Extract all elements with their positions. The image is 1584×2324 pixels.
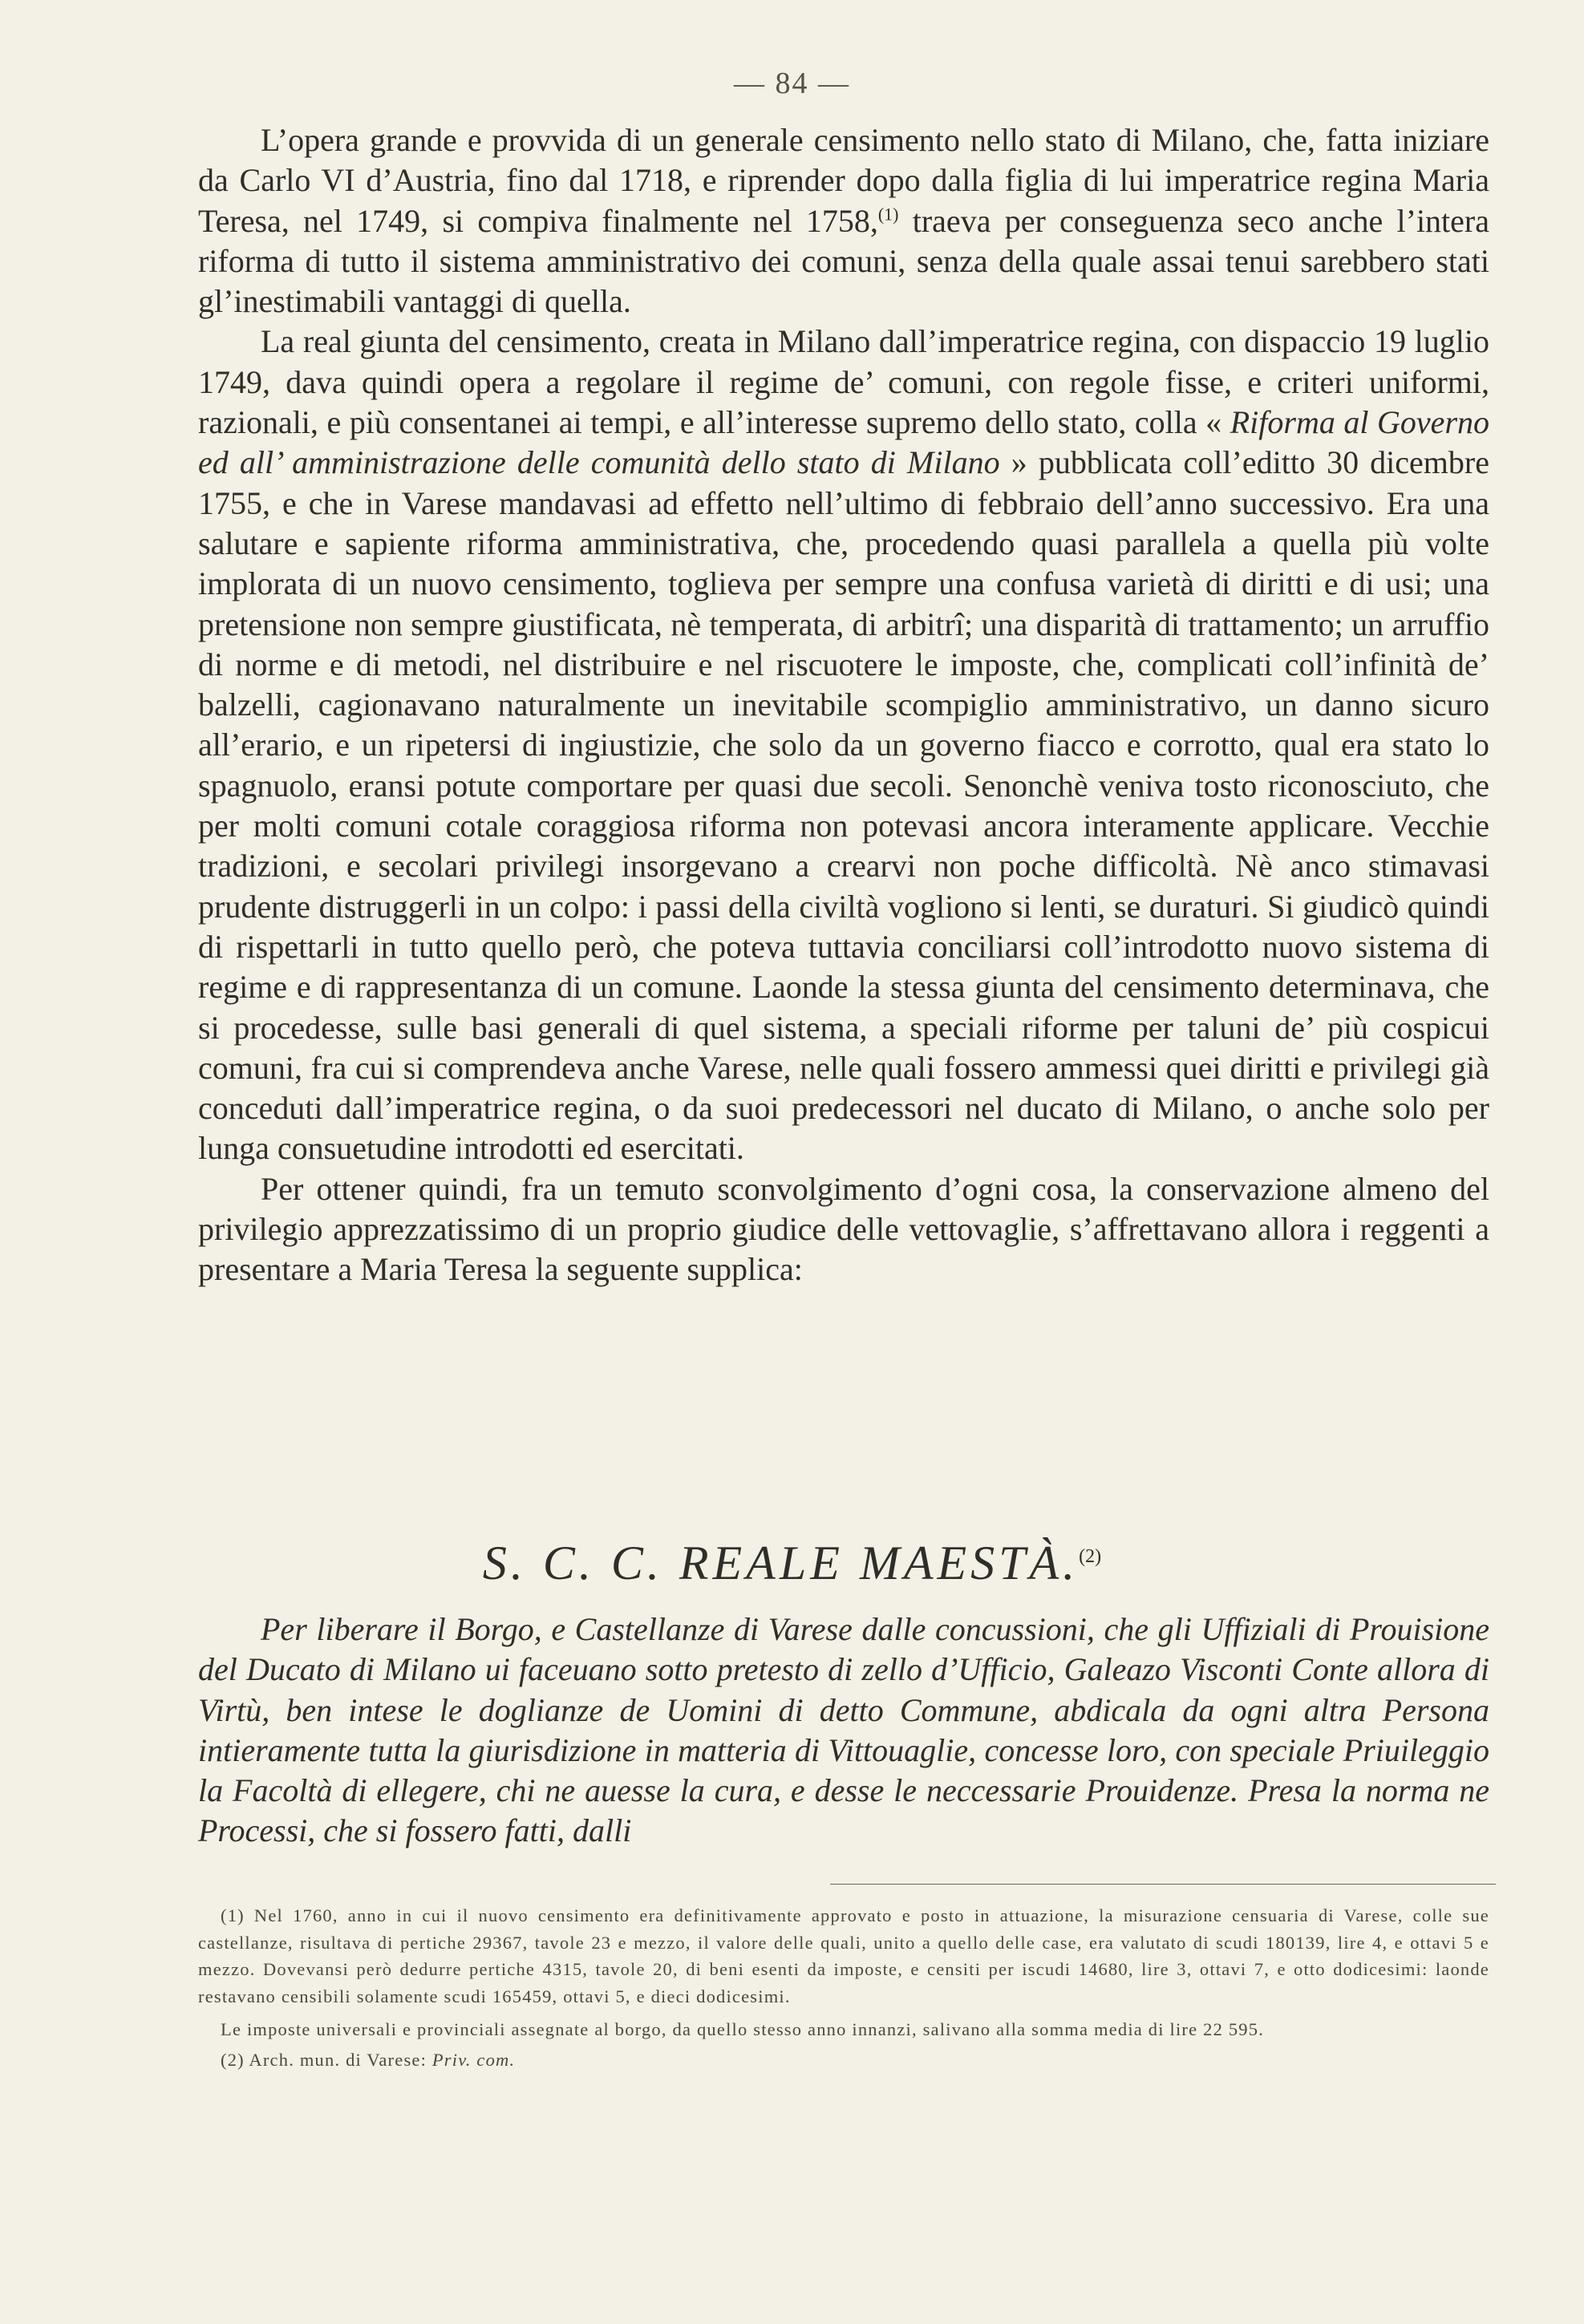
petition-heading-text: S. C. C. REALE MAESTÀ. bbox=[482, 1537, 1080, 1589]
paragraph-1-text-a: L’opera grande e provvida di un generale censimento nello stato di Milano, che, fatta iniziare da Carlo VI d’Austria, fino dal 1718, e riprender dopo dalla figlia di lui imperatrice regina Maria Teresa, nel 1749, si compiva finalmente nel 1758, bbox=[198, 122, 1489, 239]
footnote-ref-2: (2) bbox=[1079, 1546, 1102, 1567]
main-text bbox=[198, 120, 1489, 1290]
paragraph-2 bbox=[198, 322, 1489, 1168]
paragraph-1 bbox=[198, 120, 1489, 322]
paragraph-2-text-b: » pubblicata coll’editto 30 dicembre 1755, e che in Varese mandavasi ad effetto nell’ultimo di febbraio dell’anno successivo. Era una salutare e sapiente riforma amministrativa, che, procedendo quasi parallela a quella più volte implorata di un nuovo censimento, toglieva per sempre una confusa varietà di diritti e di usi; una pretensione non sempre giustificata, nè temperata, di arbitrî; una disparità di trattamento; un arruffio di norme e di metodi, nel distribuire e nel riscuotere le imposte, che, complicati coll’infinità de’ balzelli, cagionavano naturalmente un inevitabile scompiglio amministrativo, un danno sicuro all’erario, e un ripetersi di ingiustizie, che solo da un governo fiacco e corrotto, qual era stato lo spagnuolo, eransi potute comportare per quasi due secoli. Senonchè veniva tosto riconosciuto, che per molti comuni cotale coraggiosa riforma non potevasi ancora interamente applicare. Vecchie tradizioni, e secolari privilegi insorgevano a crearvi non poche difficoltà. Nè anco stimavasi prudente distruggerli in un colpo: i passi della civiltà vogliono si lenti, se duraturi. Si giudicò quindi di rispettarli in tutto quello però, che poteva tuttavia conciliarsi coll’introdotto nuovo sistema di regime e di rappresentanza di un comune. Laonde la stessa giunta del censimento determinava, che si procedesse, sulle basi generali di quel sistema, a speciali riforme per taluni de’ più cospicui comuni, fra cui si comprendeva anche Varese, nelle quali fossero ammessi quei diritti e privilegi già conceduti dall’imperatrice regina, o da suoi predecessori nel ducato di Milano, o anche solo per lunga consuetudine introdotti ed esercitati. bbox=[198, 444, 1489, 1167]
paragraph-1-text-b: traeva per conseguenza seco anche l’intera riforma di tutto il sistema amministrativo dei comuni, senza della quale assai tenui sarebbero stati gl’inestimabili vantaggi di quella. bbox=[198, 202, 1489, 320]
paragraph-2-text-a: La real giunta del censimento, creata in Milano dall’imperatrice regina, con dispaccio 19 luglio 1749, dava quindi opera a regolare il regime de’ comuni, con regole fisse, e criteri uniformi, razionali, e più consentanei ai tempi, e all’interesse supremo dello stato, colla « bbox=[198, 323, 1489, 441]
footnote-divider bbox=[830, 1884, 1496, 1885]
footnote-ref-1: (1) bbox=[877, 204, 899, 225]
footnote-1-continuation: Le imposte universali e provinciali assegnate al borgo, da quello stesso anno innanzi, salivano alla somma media di lire 22 595. bbox=[221, 2019, 1265, 2039]
petition-heading bbox=[0, 1536, 1584, 1591]
page-number: — 84 — bbox=[734, 67, 850, 100]
decree-title: Riforma al Governo ed all’ amministrazione delle comunità dello stato di Milano bbox=[198, 404, 1490, 481]
paragraph-3: Per ottener quindi, fra un temuto sconvolgimento d’ogni cosa, la conservazione almeno del privilegio apprezzatissimo di un proprio giudice delle vettovaglie, s’affrettavano allora i reggenti a presentare a Maria Teresa la seguente supplica: bbox=[198, 1170, 1489, 1288]
footnote-1: (1) Nel 1760, anno in cui il nuovo censimento era definitivamente approvato e posto in attuazione, la misurazione censuaria di Varese, colle sue castellanze, risultava di pertiche 29367, tavole 23 e mezzo, il valore delle quali, unito a quello delle case, era valutato di scudi 180139, lire 4, e ottavi 5 e mezzo. Dovevansi però dedurre pertiche 4315, tavole 20, di beni esenti da imposte, e censiti per iscudi 14680, lire 3, ottavi 7, e otto dodicesimi: laonde restavano censibili solamente scudi 165459, ottavi 5, e dieci dodicesimi. bbox=[198, 1905, 1489, 2006]
footnote-2 bbox=[198, 2047, 1489, 2074]
petition-text: Per liberare il Borgo, e Castellanze di Varese dalle concussioni, che gli Uffiziali di Prouisione del Ducato di Milano ui faceuano sotto pretesto di zello d’Ufficio, Galeazo Visconti Conte allora di Virtù, ben intese le doglianze de Uomini di detto Commune, abdicala da ogni altra Persona intieramente tutta la giurisdizione in matteria di Vittouaglie, concesse loro, con speciale Priuileggio la Facoltà di ellegere, chi ne auesse la cura, e desse le neccessarie Prouidenze. Presa la norma ne Processi, che si fossero fatti, dalli bbox=[198, 1611, 1489, 1849]
footnote-2-source: Priv. com. bbox=[431, 2049, 516, 2070]
footnote-2-text: (2) Arch. mun. di Varese: bbox=[221, 2049, 432, 2070]
footnotes bbox=[198, 1902, 1489, 2073]
